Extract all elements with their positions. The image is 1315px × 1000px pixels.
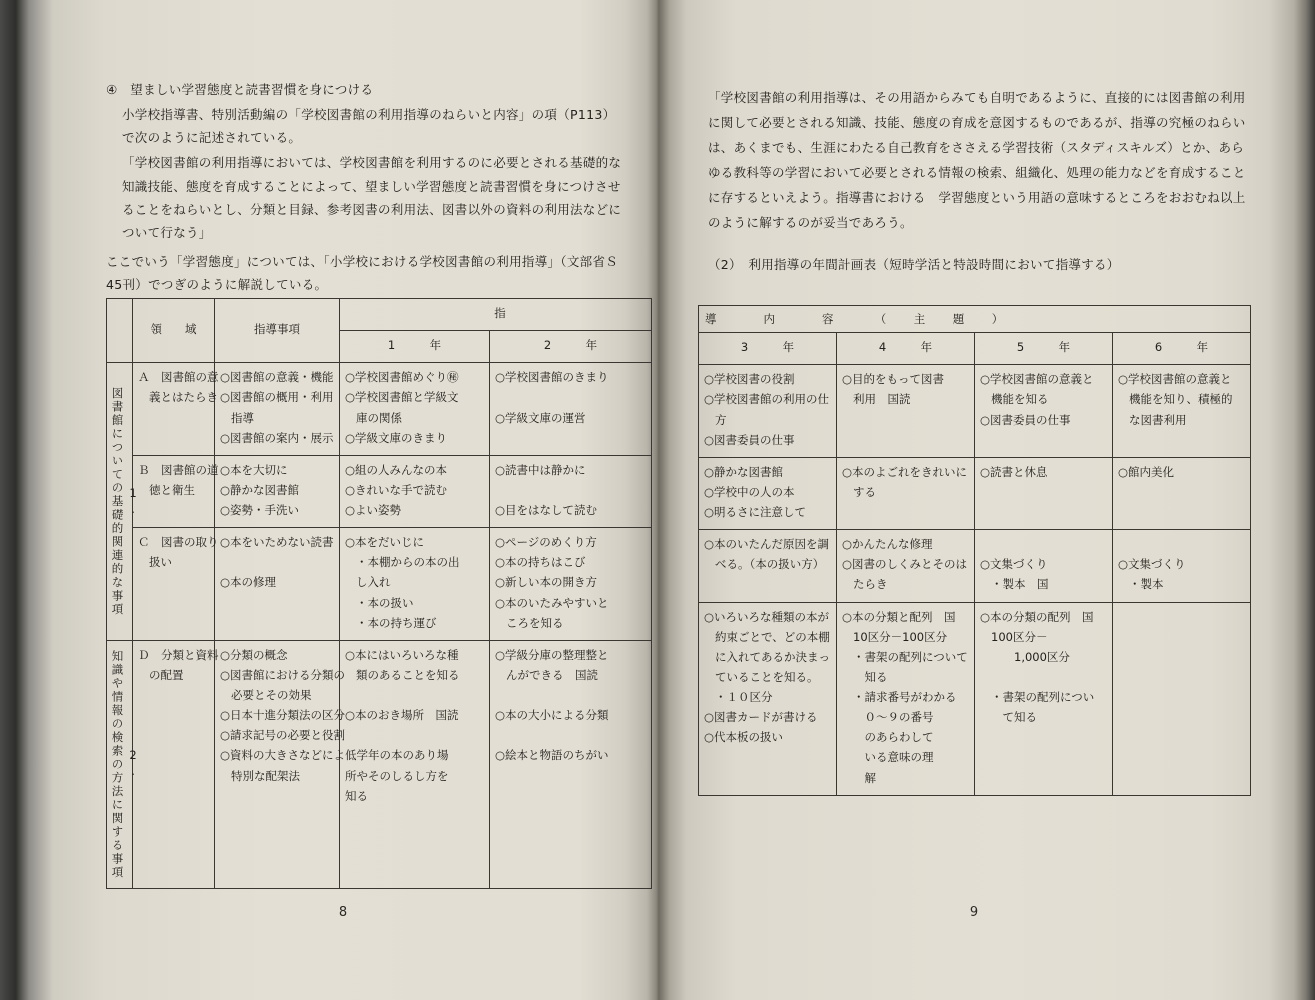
table-row [699,365,1251,458]
group-label-2: 2. 知識や情報の検索の方法に関する事項 [110,649,141,879]
cell-items-A: ○図書館の意義・機能 ○図書館の概用・利用 指導 ○図書館の案内・展示 [215,363,340,456]
cell-r4-y4: ○本の分類と配列 国 10区分－100区分 ・書架の配列について 知る ・請求番号がわかる ０～９の番号 のあらわして いる意味の理 解 [837,602,975,795]
cell-items-D: ○分類の概念 ○図書館における分類の 必要とその効果 ○日本十進分類法の区分 ○請求記号の必要と役割 ○資料の大きさなどによ 特別な配架法 [215,640,340,888]
section-heading: （2） 利用指導の年間計画表（短時学活と特設時間において指導する） [708,257,1120,272]
table-row [107,363,652,456]
cell-r4-y5: ○本の分類の配列 国 100区分－ 1,000区分 ・書架の配列につい て知る [975,602,1113,795]
cell-year2-A: ○学校図書館のきまり ○学級文庫の運営 [490,363,652,456]
paragraph-heading-4: ④ 望ましい学習態度と読書習慣を身につける [106,82,374,97]
table-right-wrapper [698,305,1250,796]
subcat-A: Ａ 図書館の意 義とはたらき [133,363,215,456]
col-header-guidance: 指導事項 [254,322,300,337]
table-row [107,528,652,641]
table-left-wrapper [106,298,651,889]
cell-year1-B: ○組の人みんなの本 ○きれいな手で読む ○よい姿勢 [340,455,490,527]
col-header-guide-top: 指 [494,306,520,320]
col-header-content-top: 導 内 容 （ 主 題 ） [705,312,1012,326]
cell-r2-y4: ○本のよごれをきれいに する [837,457,975,529]
col-header-year3: 3 年 [699,333,837,365]
table-row [107,640,652,888]
cell-year1-C: ○本をだいじに ・本棚からの本の出 し入れ ・本の扱い ・本の持ち運び [340,528,490,641]
paragraph-2: 「学校図書館の利用指導においては、学校図書館を利用するのに必要とされる基礎的な知識技能、態度を育成することによって、望ましい学習態度と読書習慣を身につけさせることをねらいとし、分類と目録、参考図書の利用法、図書以外の資料の利用法などについて行なう」 [122,155,622,240]
col-header-year4: 4 年 [837,333,975,365]
table-row [699,333,1251,365]
cell-items-B: ○本を大切に ○静かな図書館 ○姿勢・手洗い [215,455,340,527]
cell-r3-y4: ○かんたんな修理 ○図書のしくみとそのは たらき [837,530,975,602]
cell-r1-y3: ○学校図書の役割 ○学校図書館の利用の仕 方 ○図書委員の仕事 [699,365,837,458]
col-header-year5: 5 年 [975,333,1113,365]
cell-year2-B: ○読書中は静かに ○目をはなして読む [490,455,652,527]
paragraph-3: ここでいう「学習態度」については、「小学校における学校図書館の利用指導」（文部省Ｓ45刊）でつぎのように解説している。 [106,253,619,292]
table-row [107,299,652,331]
cell-r2-y5: ○読書と休息 [975,457,1113,529]
quote-block: 「学校図書館の利用指導は、その用語からみても自明であるように、直接的には図書館の利用に関して必要とされる知識、技能、態度の育成を意図するものであるが、指導の究極のねらいは、あくまでも、生涯にわたる自己教育をささえる学習技術（スタディスキルズ）とか、あらゆる教科等の学習において必要とされる情報の検索、組織化、処理の能力などを育成することに存するといえよう。指導書における 学習態度という用語の意味するところをおおむね以上のように解するのが妥当であろう。 [708,90,1246,230]
cell-r2-y3: ○静かな図書館 ○学校中の人の本 ○明るさに注意して [699,457,837,529]
cell-r4-y3: ○いろいろな種類の本が 約束ごとで、どの本棚 に入れてあるか決まっ ていることを知る。 ・１０区分 ○図書カードが書ける ○代本板の扱い [699,602,837,795]
page-left [28,0,658,1000]
col-header-year6: 6 年 [1113,333,1251,365]
cell-year2-C: ○ページのめくり方 ○本の持ちはこび ○新しい本の開き方 ○本のいたみやすいと ころを知る [490,528,652,641]
curriculum-table-left [106,298,652,889]
cell-r3-y6: ○文集づくり ・製本 [1113,530,1251,602]
subcat-C: Ｃ 図書の取り 扱い [133,528,215,641]
cell-r3-y3: ○本のいたんだ原因を調 べる。（本の扱い方） [699,530,837,602]
cell-items-C: ○本をいためない読書 ○本の修理 [215,528,340,641]
table-row [699,530,1251,602]
curriculum-table-right [698,305,1251,796]
col-header-year1: 1 年 [387,338,442,353]
cell-year1-A: ○学校図書館めぐり㊙ ○学校図書館と学級文 庫の関係 ○学級文庫のきまり [340,363,490,456]
cell-r1-y6: ○学校図書館の意義と 機能を知り、積極的 な図書利用 [1113,365,1251,458]
page-number-left: 8 [338,905,348,920]
paragraph-1: 小学校指導書、特別活動編の「学校図書館の利用指導のねらいと内容」の項（P113）で次のように記述されている。 [122,107,616,146]
page-right [660,0,1288,1000]
col-header-year2: 2 年 [543,338,598,353]
cell-r2-y6: ○館内美化 [1113,457,1251,529]
subcat-B: Ｂ 図書館の道 徳と衛生 [133,455,215,527]
cell-r4-y6 [1113,602,1251,795]
cell-r1-y4: ○目的をもって図書 利用 国読 [837,365,975,458]
table-row [699,306,1251,333]
cell-year2-D: ○学級分庫の整理整と んができる 国読 ○本の大小による分類 ○絵本と物語のちがい [490,640,652,888]
cell-r3-y5: ○文集づくり ・製本 国 [975,530,1113,602]
table-row [107,455,652,527]
col-header-area: 領 域 [150,322,197,337]
table-row [699,457,1251,529]
group-label-1: 1. 図書館についての基礎的関連的な事項 [110,386,141,617]
subcat-D: Ｄ 分類と資料 の配置 [133,640,215,888]
page-number-right: 9 [969,905,979,920]
cell-year1-D: ○本にはいろいろな種 類のあることを知る ○本のおき場所 国読 低学年の本のあり場 所やそのしるし方を 知る [340,640,490,888]
table-row [699,602,1251,795]
cell-r1-y5: ○学校図書館の意義と 機能を知る ○図書委員の仕事 [975,365,1113,458]
